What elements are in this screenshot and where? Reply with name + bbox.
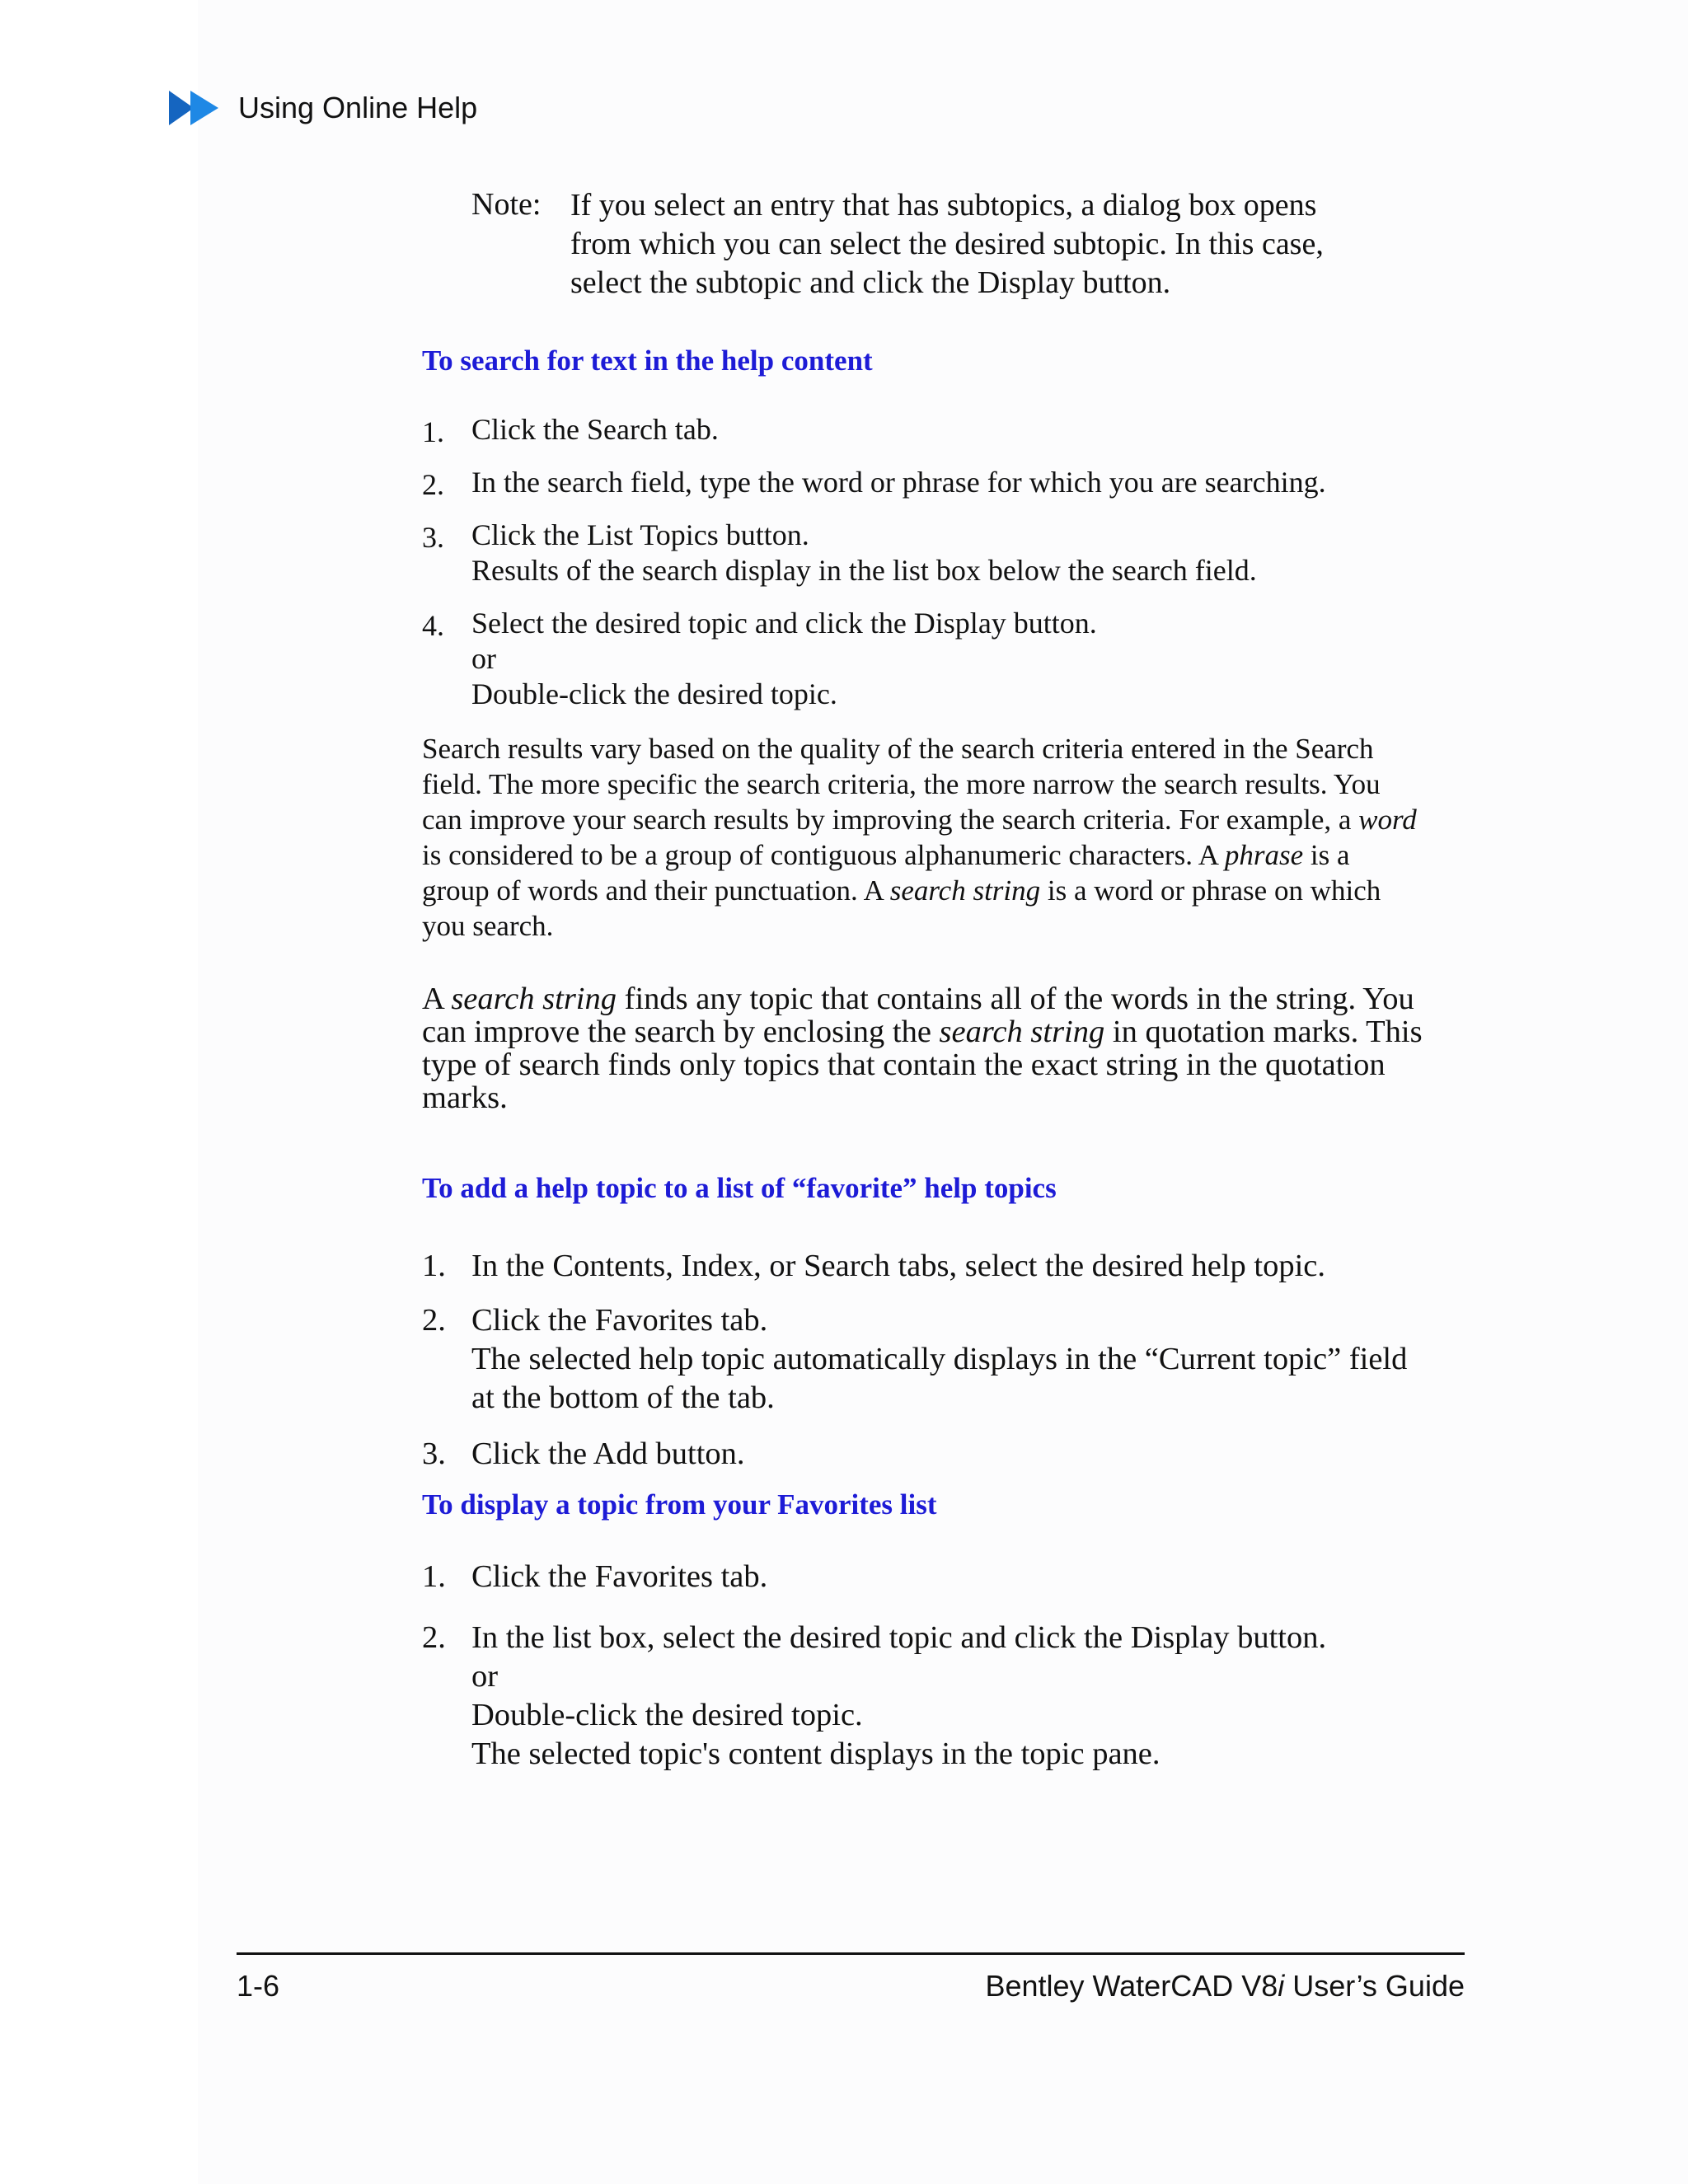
double-arrow-icon bbox=[169, 91, 222, 125]
paragraph-line: can improve your search results by improving the search criteria. For example, a word bbox=[422, 804, 1417, 836]
step-line: The selected topic's content displays in the topic pane. bbox=[471, 1736, 1160, 1771]
note-body bbox=[570, 186, 1485, 302]
header-title: Using Online Help bbox=[238, 91, 478, 124]
step-number: 1. bbox=[422, 1559, 446, 1594]
step-line: or bbox=[471, 642, 496, 675]
guide-title: Bentley WaterCAD V8i User’s Guide bbox=[985, 1969, 1465, 2003]
paragraph-line: is considered to be a group of contiguous alphanumeric characters. A phrase is a bbox=[422, 839, 1350, 871]
note-line: from which you can select the desired subtopic. In this case, bbox=[570, 227, 1324, 261]
paragraph-line: type of search finds only topics that contain the exact string in the quotation bbox=[422, 1047, 1386, 1082]
step-text bbox=[471, 1619, 1326, 1774]
step-number: 3. bbox=[422, 1436, 446, 1471]
step-line: at the bottom of the tab. bbox=[471, 1380, 775, 1415]
note-line: If you select an entry that has subtopics, a dialog box opens bbox=[570, 188, 1317, 223]
step-text bbox=[471, 465, 1326, 500]
section-heading-search: To search for text in the help content bbox=[422, 344, 873, 377]
step-number: 1. bbox=[422, 415, 444, 448]
step-line: Click the List Topics button. bbox=[471, 518, 809, 551]
step-text bbox=[471, 518, 1257, 588]
step-text bbox=[471, 412, 719, 448]
note-label: Note: bbox=[471, 187, 542, 222]
footer-divider bbox=[237, 1952, 1465, 1955]
step-text bbox=[471, 606, 1097, 712]
search-string-paragraph bbox=[422, 982, 1642, 1114]
step-line: The selected help topic automatically displays in the “Current topic” field bbox=[471, 1342, 1408, 1376]
paragraph-line: can improve the search by enclosing the search string in quotation marks. This bbox=[422, 1015, 1423, 1049]
step-line: Double-click the desired topic. bbox=[471, 677, 837, 710]
step-line: Click the Search tab. bbox=[471, 413, 719, 446]
step-line: Select the desired topic and click the Display button. bbox=[471, 607, 1097, 640]
step-line: Click the Favorites tab. bbox=[471, 1303, 768, 1338]
step-text bbox=[471, 1301, 1407, 1418]
paragraph-line: you search. bbox=[422, 910, 554, 942]
paragraph-line: group of words and their punctuation. A search string is a word or phrase on which bbox=[422, 874, 1381, 907]
step-line: Click the Favorites tab. bbox=[471, 1559, 768, 1594]
step-number: 2. bbox=[422, 1303, 446, 1338]
note-line: select the subtopic and click the Display button. bbox=[570, 265, 1171, 300]
page-number: 1-6 bbox=[237, 1969, 280, 2003]
search-results-paragraph bbox=[422, 731, 1642, 944]
step-number: 3. bbox=[422, 521, 444, 554]
paragraph-line: marks. bbox=[422, 1080, 508, 1115]
step-line: In the Contents, Index, or Search tabs, select the desired help topic. bbox=[471, 1249, 1325, 1283]
paragraph-line: Search results vary based on the quality of the search criteria entered in the Search bbox=[422, 733, 1374, 765]
step-text bbox=[471, 1558, 767, 1596]
step-number: 4. bbox=[422, 609, 444, 642]
step-line: Click the Add button. bbox=[471, 1436, 745, 1471]
step-line: Results of the search display in the list box below the search field. bbox=[471, 554, 1257, 587]
step-line: Double-click the desired topic. bbox=[471, 1698, 863, 1732]
section-heading-display-favorites: To display a topic from your Favorites list bbox=[422, 1488, 937, 1521]
page-header bbox=[169, 86, 477, 130]
step-text bbox=[471, 1435, 745, 1474]
step-line: or bbox=[471, 1659, 499, 1694]
step-line: In the list box, select the desired topic and click the Display button. bbox=[471, 1620, 1327, 1655]
step-number: 2. bbox=[422, 468, 444, 501]
step-line: In the search field, type the word or phrase for which you are searching. bbox=[471, 466, 1326, 499]
step-text bbox=[471, 1247, 1325, 1286]
paragraph-line: field. The more specific the search criteria, the more narrow the search results. You bbox=[422, 768, 1381, 800]
paragraph-line: A search string finds any topic that contains all of the words in the string. You bbox=[422, 982, 1414, 1016]
section-heading-add-favorites: To add a help topic to a list of “favorite” help topics bbox=[422, 1172, 1057, 1204]
step-number: 2. bbox=[422, 1620, 446, 1655]
step-number: 1. bbox=[422, 1249, 446, 1283]
